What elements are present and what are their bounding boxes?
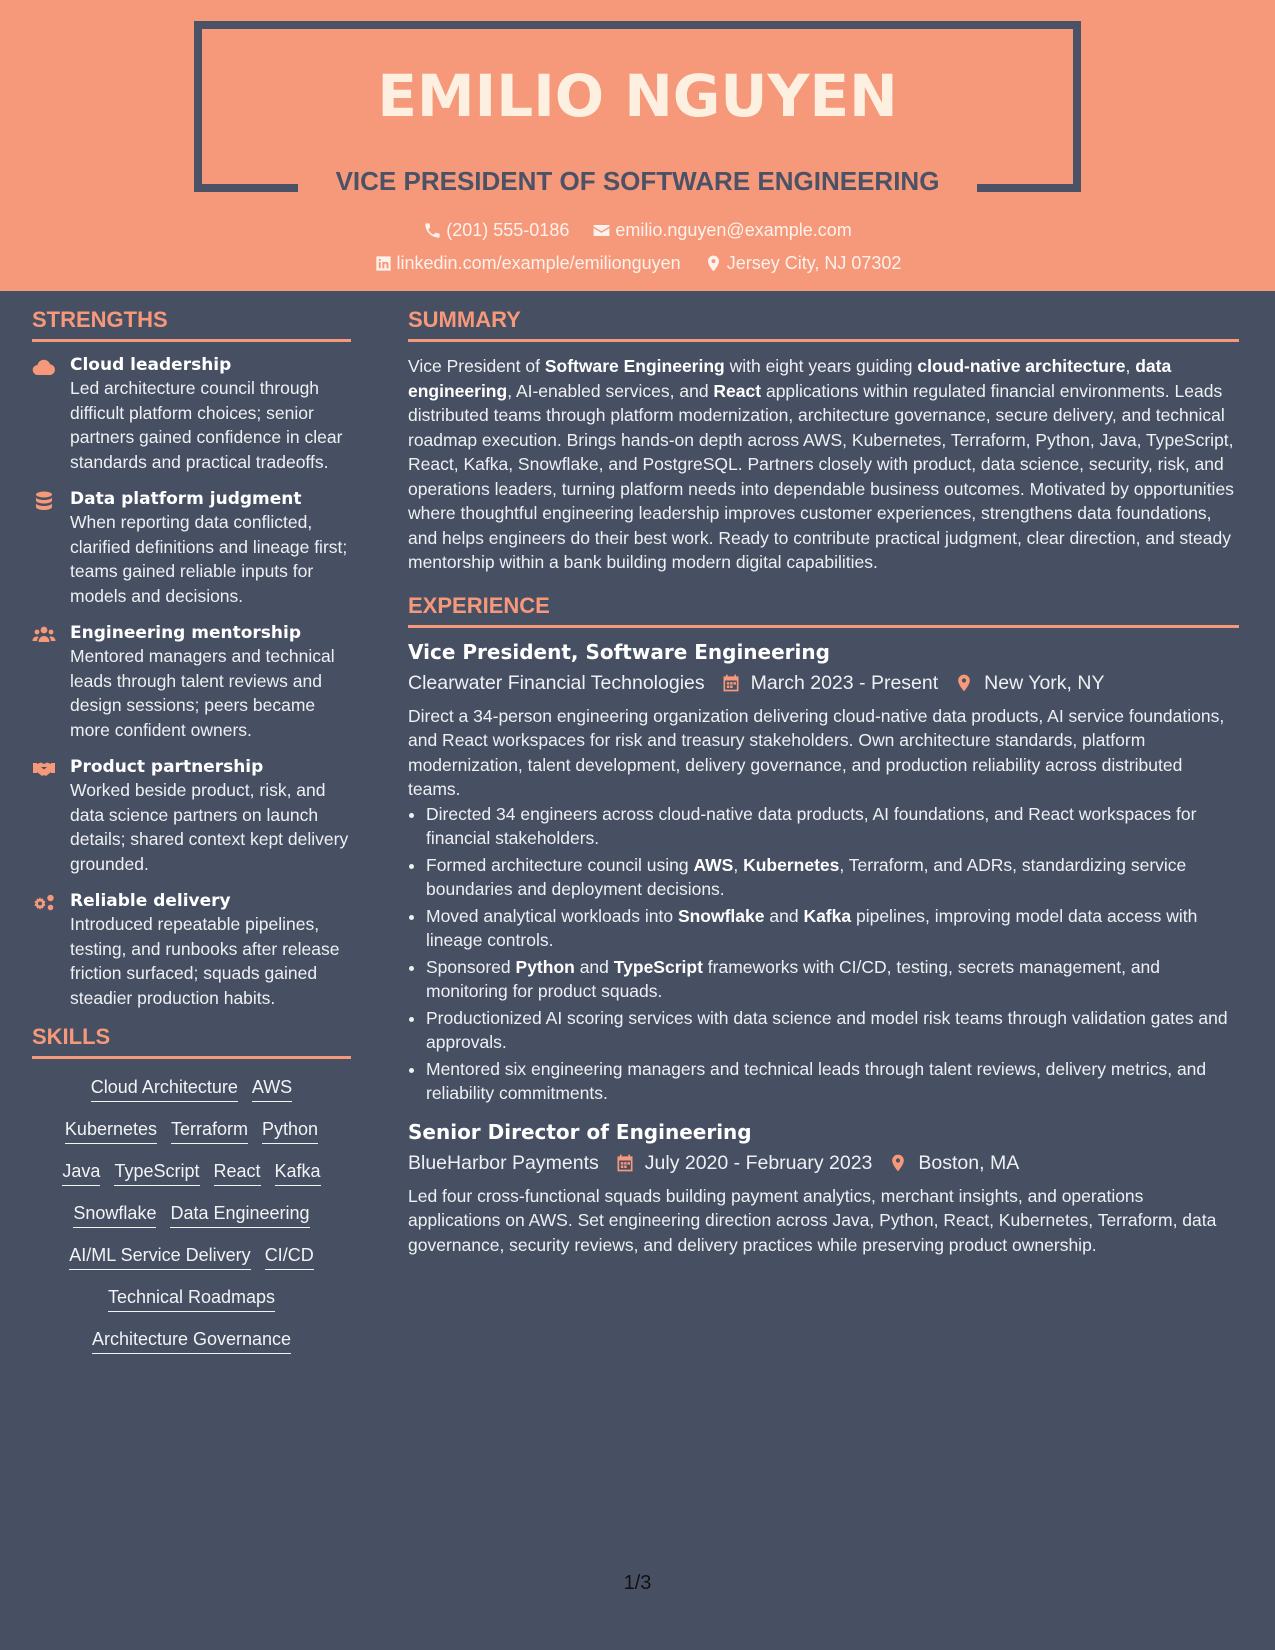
skill-line xyxy=(32,1119,351,1144)
skill-tag: Technical Roadmaps xyxy=(108,1287,275,1312)
job-company: BlueHarbor Payments xyxy=(408,1151,599,1174)
skill-tag: Data Engineering xyxy=(170,1203,309,1228)
job-bullet: • Moved analytical workloads into Snowflake and Kafka pipelines, improving model data access with lineage controls. xyxy=(426,904,1239,953)
calendar-icon xyxy=(615,1153,635,1173)
strengths-list xyxy=(32,354,351,1010)
job-dates xyxy=(615,1152,873,1175)
strength-title: Reliable delivery xyxy=(70,891,231,911)
job-location-text: Boston, MA xyxy=(918,1151,1020,1174)
job-title: Vice President, Software Engineering xyxy=(408,639,830,664)
skill-tag: Cloud Architecture xyxy=(91,1077,238,1102)
handshake-icon xyxy=(32,756,70,876)
job-bullets xyxy=(408,802,1239,1106)
strength-title: Product partnership xyxy=(70,757,264,777)
skill-line xyxy=(32,1287,351,1312)
contact-row-1 xyxy=(0,220,1275,245)
strength-item xyxy=(32,354,351,474)
skill-line xyxy=(32,1203,351,1228)
job-dates-text: July 2020 - February 2023 xyxy=(644,1151,873,1174)
job-description: Led four cross-functional squads building payment analytics, merchant insights, and operations applications on AWS. Set engineering direction across Java, Python, React, Kubernetes, Terraform, data governance, security reviews, and delivery practices while preserving product ownership. xyxy=(408,1185,1217,1255)
skill-tag: Architecture Governance xyxy=(92,1329,291,1354)
candidate-title: VICE PRESIDENT OF SOFTWARE ENGINEERING xyxy=(335,166,940,196)
strength-item xyxy=(32,488,351,608)
email[interactable] xyxy=(592,220,851,241)
right-column xyxy=(408,307,1239,1257)
skills-heading: SKILLS xyxy=(32,1024,351,1059)
skill-tag: Snowflake xyxy=(73,1203,156,1228)
job-bullet: • Sponsored Python and TypeScript frameworks with CI/CD, testing, secrets management, and monitoring for product squads. xyxy=(426,955,1239,1004)
skill-tag: CI/CD xyxy=(265,1245,314,1270)
skill-line xyxy=(32,1245,351,1270)
linkedin-icon xyxy=(374,254,393,273)
calendar-icon xyxy=(721,673,741,693)
location xyxy=(704,253,902,274)
job-title: Senior Director of Engineering xyxy=(408,1119,752,1144)
skill-tag: React xyxy=(214,1161,261,1186)
email-text: emilio.nguyen@example.com xyxy=(615,220,852,240)
skill-tag: Java xyxy=(62,1161,100,1186)
map-pin-icon xyxy=(954,673,974,693)
skill-line xyxy=(32,1161,351,1186)
skill-tag: AWS xyxy=(252,1077,292,1102)
job-bullet: • Directed 34 engineers across cloud-native data products, AI foundations, and React workspaces for financial stakeholders. xyxy=(426,802,1239,851)
strength-desc: When reporting data conflicted, clarified definitions and lineage first; teams gained reliable inputs for models and decisions. xyxy=(70,512,348,606)
skill-tag: Python xyxy=(262,1119,318,1144)
skill-tag: Kubernetes xyxy=(65,1119,157,1144)
users-icon xyxy=(32,622,70,742)
envelope-icon xyxy=(592,221,611,240)
phone[interactable] xyxy=(423,220,569,241)
skills-list xyxy=(32,1071,351,1354)
skill-line xyxy=(32,1329,351,1354)
map-pin-icon xyxy=(704,254,723,273)
phone-text: (201) 555-0186 xyxy=(446,220,570,240)
strength-text xyxy=(70,890,351,1010)
left-column xyxy=(32,307,351,1371)
page-number: 1/3 xyxy=(623,1572,652,1594)
phone-icon xyxy=(423,221,442,240)
strength-title: Engineering mentorship xyxy=(70,623,302,643)
job-company: Clearwater Financial Technologies xyxy=(408,671,705,694)
strength-desc: Worked beside product, risk, and data science partners on launch details; shared context kept delivery grounded. xyxy=(70,780,349,874)
linkedin-text: linkedin.com/example/emilionguyen xyxy=(396,253,681,273)
strength-item xyxy=(32,756,351,876)
job-dates-text: March 2023 - Present xyxy=(750,671,939,694)
job-description: Direct a 34-person engineering organization delivering cloud-native data products, AI service foundations, and React workspaces for risk and treasury stakeholders. Own architecture standards, platform modernization, talent development, delivery governance, and production reliability across distributed teams. xyxy=(408,705,1225,799)
summary-text: Vice President of Software Engineering with eight years guiding cloud-native architecture, data engineering, AI-enabled services, and React applications within regulated financial environments. Leads distributed teams through platform modernization, architecture governance, secure delivery, and technical roadmap execution. Brings hands-on depth across AWS, Kubernetes, Terraform, Python, Java, TypeScript, React, Kafka, Snowflake, and PostgreSQL. Partners closely with product, data science, security, risk, and operations leaders, turning platform needs into dependable business outcomes. Motivated by opportunities where thoughtful engineering leadership improves customer experiences, strengthens data foundations, and helps engineers do their best work. Ready to contribute practical judgment, clear direction, and steady mentorship within a bank building modern digital capabilities. xyxy=(408,356,1234,572)
job-meta xyxy=(408,672,1239,695)
skill-tag: Kafka xyxy=(275,1161,321,1186)
candidate-name: EMILIO NGUYEN xyxy=(377,62,898,130)
skill-line xyxy=(32,1077,351,1102)
skill-tag: TypeScript xyxy=(114,1161,199,1186)
strengths-heading: STRENGTHS xyxy=(32,307,351,342)
strength-title: Cloud leadership xyxy=(70,355,232,375)
skill-tag: Terraform xyxy=(171,1119,248,1144)
experience-heading: EXPERIENCE xyxy=(408,593,1239,628)
strength-item xyxy=(32,622,351,742)
job-bullet: • Productionized AI scoring services with data science and model risk teams through validation gates and approvals. xyxy=(426,1006,1239,1055)
location-text: Jersey City, NJ 07302 xyxy=(726,253,902,273)
job-location-text: New York, NY xyxy=(984,671,1105,694)
strength-item xyxy=(32,890,351,1010)
skills-section xyxy=(32,1024,351,1354)
skill-tag: AI/ML Service Delivery xyxy=(69,1245,250,1270)
strength-desc: Introduced repeatable pipelines, testing, and runbooks after release friction surfaced; squads gained steadier production habits. xyxy=(70,914,340,1008)
job-dates xyxy=(721,672,939,695)
strength-title: Data platform judgment xyxy=(70,489,302,509)
job-entry xyxy=(408,640,1239,1106)
experience-list xyxy=(408,640,1239,1258)
cloud-icon xyxy=(32,354,70,474)
strength-text xyxy=(70,622,351,742)
job-bullet: • Formed architecture council using AWS, Kubernetes, Terraform, and ADRs, standardizing service boundaries and deployment decisions. xyxy=(426,853,1239,902)
linkedin[interactable] xyxy=(374,253,681,274)
strength-text xyxy=(70,756,351,876)
map-pin-icon xyxy=(888,1153,908,1173)
strength-text xyxy=(70,354,351,474)
strength-text xyxy=(70,488,351,608)
summary-heading: SUMMARY xyxy=(408,307,1239,342)
strength-desc: Led architecture council through difficult platform choices; senior partners gained confidence in clear standards and practical tradeoffs. xyxy=(70,378,343,472)
job-entry xyxy=(408,1120,1239,1258)
contact-row-2 xyxy=(0,253,1275,278)
job-location xyxy=(954,672,1104,695)
gears-icon xyxy=(32,890,70,1010)
job-bullet: • Mentored six engineering managers and technical leads through talent reviews, delivery metrics, and reliability commitments. xyxy=(426,1057,1239,1106)
strength-desc: Mentored managers and technical leads through talent reviews and design sessions; peers became more confident owners. xyxy=(70,646,335,740)
job-location xyxy=(888,1152,1019,1175)
header xyxy=(0,0,1275,291)
job-meta xyxy=(408,1152,1239,1175)
database-icon xyxy=(32,488,70,608)
